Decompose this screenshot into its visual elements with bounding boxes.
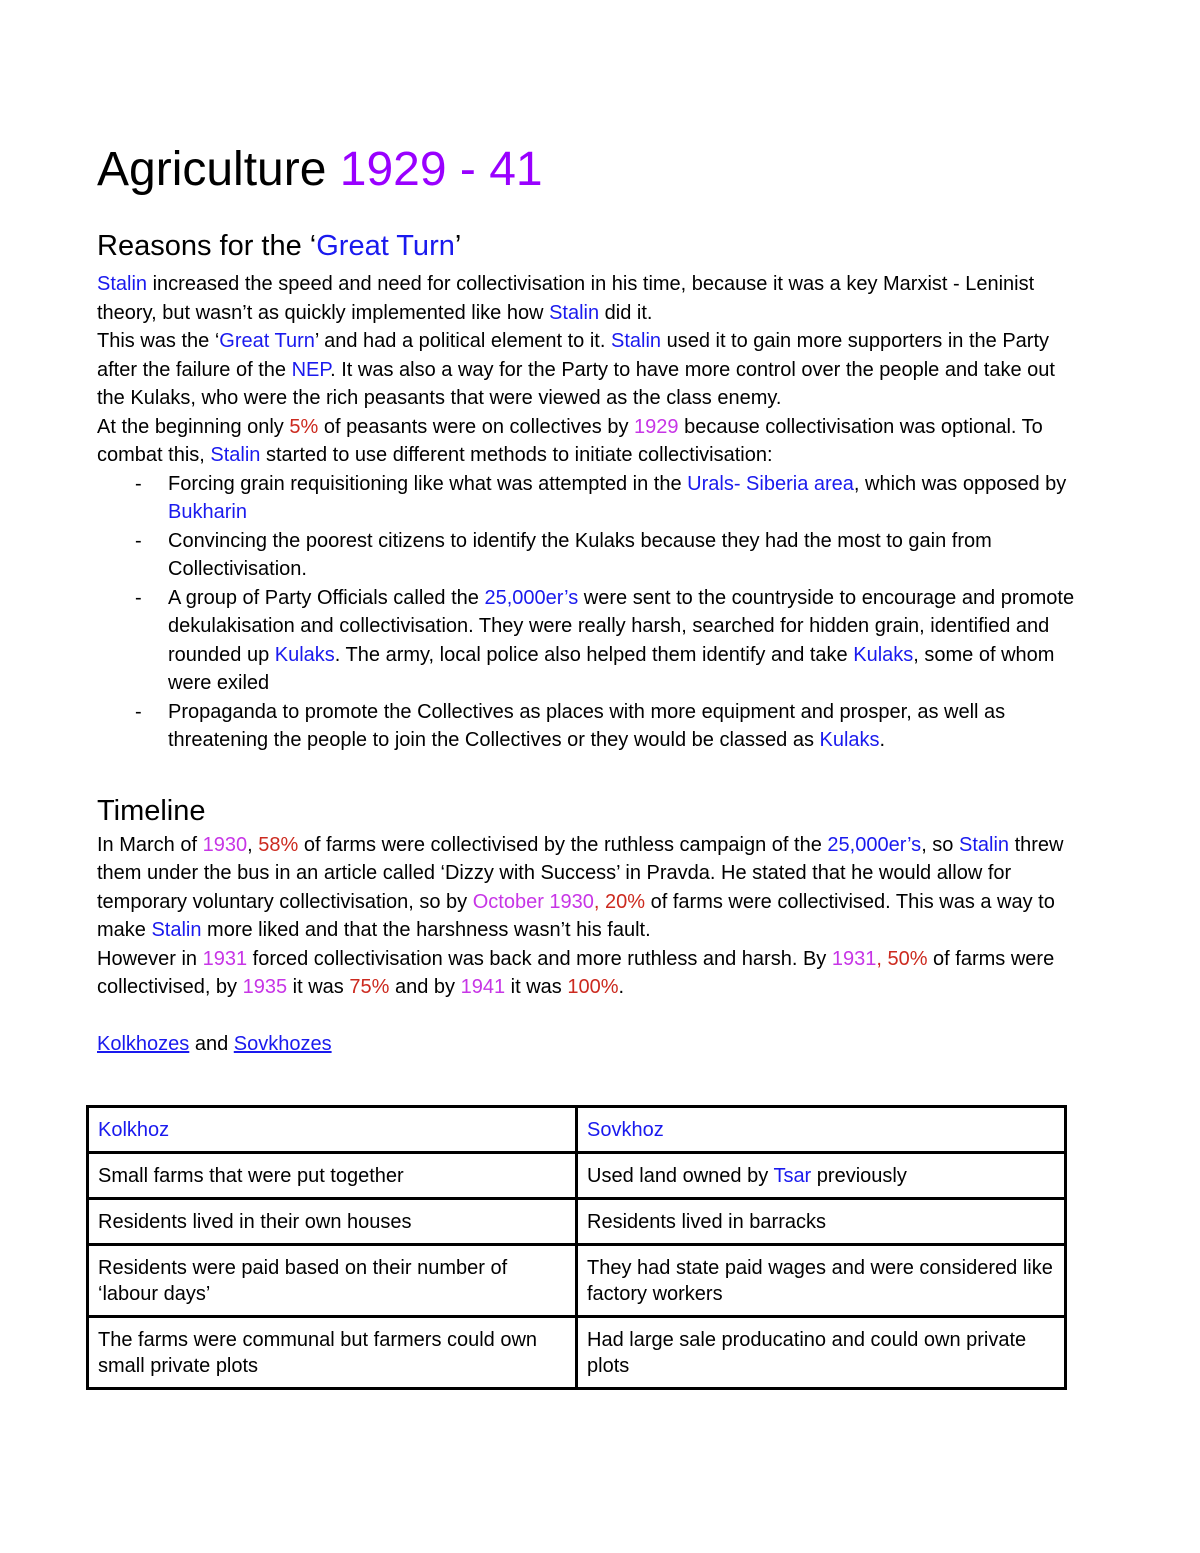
text-run: started to use different methods to initiate collectivisation: <box>260 444 773 466</box>
highlighted-term: 50% <box>887 947 928 970</box>
highlighted-term: Stalin <box>610 330 662 352</box>
highlighted-term: 1941 <box>460 976 506 998</box>
title-years: 1929 - 41 <box>339 143 543 196</box>
table-row <box>88 1245 1066 1317</box>
text-run: more liked and that the harshness wasn’t his fault. <box>201 919 651 941</box>
text-run: Residents lived in barracks <box>587 1211 826 1233</box>
table-cell <box>88 1317 577 1389</box>
links-line <box>97 1030 1077 1059</box>
text-run: because collectivisation was optional. To combat this, <box>97 415 1043 466</box>
text-run: A group of Party Officials called the <box>168 586 485 609</box>
table-row <box>88 1199 1066 1245</box>
text-run: and by <box>389 976 461 998</box>
text-run: threw them under the bus in an article called ‘Dizzy with Success’ in Pravda. He stated that he would allow for temporary voluntary collectivisation, so by <box>97 833 1064 913</box>
text-run: Residents were paid based on their number of ‘labour days’ <box>98 1257 508 1305</box>
dash-bullet-icon: - <box>135 586 142 609</box>
paragraph <box>97 945 1077 1002</box>
table-cell <box>577 1199 1066 1245</box>
text-run: This was the ‘ <box>97 330 220 352</box>
dash-bullet-icon: - <box>135 700 142 723</box>
highlighted-term: 1930 <box>202 833 248 856</box>
sovkhozes-link[interactable]: Sovkhozes <box>233 1032 332 1055</box>
text-run: . <box>618 976 625 998</box>
highlighted-term: 75% <box>349 976 390 998</box>
highlighted-term: Tsar <box>773 1165 812 1187</box>
highlighted-term: 5% <box>289 415 319 438</box>
list-item <box>97 470 1077 527</box>
highlighted-term: Great Turn <box>219 330 315 352</box>
highlighted-term: 58% <box>258 833 299 856</box>
text-run: They had state paid wages and were considered like factory workers <box>587 1257 1053 1305</box>
highlighted-term: 25,000er’s <box>827 833 922 856</box>
highlighted-term: , <box>593 890 606 913</box>
text-run: The farms were communal but farmers could own small private plots <box>98 1329 538 1377</box>
highlighted-term: Stalin <box>97 273 148 295</box>
highlighted-term: Kulaks <box>819 729 880 751</box>
text-run: increased the speed and need for collectivisation in his time, because it was a key Marxist - Leninist theory, but wasn’t as quickly implemented like how <box>97 273 1035 324</box>
list-item <box>97 584 1077 698</box>
text-run: Small farms that were put together <box>98 1165 404 1187</box>
text-run: of farms were collectivised. This was a way to make <box>97 890 1055 941</box>
paragraph <box>97 270 1077 327</box>
highlighted-term: Stalin <box>210 444 261 466</box>
table-header-row <box>88 1107 1066 1153</box>
highlighted-term: Urals- Siberia area <box>687 472 854 495</box>
table-cell <box>88 1199 577 1245</box>
table-cell <box>88 1245 577 1317</box>
highlighted-term: Stalin <box>549 301 600 324</box>
text-run: used it to gain more supporters in the Party after the failure of the <box>97 330 1049 381</box>
paragraph <box>97 831 1077 945</box>
page-title <box>97 140 1077 200</box>
methods-list <box>97 470 1077 755</box>
highlighted-term: 100% <box>567 976 619 998</box>
text-run: In March of <box>97 833 203 856</box>
text-run: Had large sale producatino and could own private plots <box>587 1329 1027 1377</box>
text-run: . It was also a way for the Party to have more control over the people and take out the Kulaks, who were the rich peasants that were viewed as the class enemy. <box>97 358 1055 409</box>
comparison-table <box>86 1105 1067 1390</box>
list-item <box>97 698 1077 755</box>
highlighted-term: 1931 <box>831 947 877 970</box>
text-run: , <box>247 833 259 856</box>
text-run: of peasants were on collectives by <box>318 415 635 438</box>
highlighted-term: October 1930 <box>472 890 594 913</box>
dash-bullet-icon: - <box>135 529 142 552</box>
text-run: Used land owned by <box>587 1165 774 1187</box>
table-header-sovkhoz: Sovkhoz <box>577 1107 1066 1153</box>
text-run: , some of whom were exiled <box>168 643 1055 694</box>
highlighted-term: , <box>876 947 888 970</box>
text-run: . The army, local police also helped them identify and take <box>334 643 854 666</box>
text-run: it was <box>505 976 568 998</box>
table-header-kolkhoz: Kolkhoz <box>88 1107 577 1153</box>
highlighted-term: 1935 <box>242 976 288 998</box>
dash-bullet-icon: - <box>135 472 142 495</box>
text-run: of farms were collectivised, by <box>97 947 1055 998</box>
highlighted-term: Stalin <box>958 833 1010 856</box>
text-run: of farms were collectivised by the ruthless campaign of the <box>298 833 828 856</box>
section-body-great-turn <box>97 270 1077 755</box>
highlighted-term: 1929 <box>634 415 679 438</box>
highlighted-term: Stalin <box>151 919 202 941</box>
section-heading-great-turn: Reasons for the ‘Great Turn’ <box>97 230 462 262</box>
links-connector: and <box>189 1032 234 1055</box>
highlighted-term: Kulaks <box>853 643 914 666</box>
text-run: , so <box>921 833 959 856</box>
table-row <box>88 1153 1066 1199</box>
table-cell <box>577 1153 1066 1199</box>
text-run: Convincing the poorest citizens to identify the Kulaks because they had the most to gain from Collectivisation. <box>168 529 992 580</box>
section-heading-timeline: Timeline <box>97 794 206 827</box>
text-run: Forcing grain requisitioning like what was attempted in the <box>168 472 688 495</box>
text-run: . <box>879 729 886 751</box>
list-item <box>97 527 1077 584</box>
highlighted-term: Bukharin <box>168 501 247 523</box>
text-run: were sent to the countryside to encourage and promote dekulakisation and collectivisation. They were really harsh, searched for hidden grain, identified and rounded up <box>168 586 1075 666</box>
paragraph <box>97 413 1077 470</box>
title-main: Agriculture <box>97 143 327 196</box>
highlighted-term: Kulaks <box>274 643 335 666</box>
table-cell <box>88 1153 577 1199</box>
text-run: did it. <box>599 301 653 324</box>
text-run: Residents lived in their own houses <box>98 1211 412 1233</box>
table-cell <box>577 1245 1066 1317</box>
kolkhozes-link[interactable]: Kolkhozes <box>97 1032 190 1055</box>
text-run: it was <box>287 976 350 998</box>
section-body-timeline <box>97 831 1077 1059</box>
highlighted-term: 1931 <box>202 947 248 970</box>
text-run: Propaganda to promote the Collectives as places with more equipment and prosper, as well as threatening the people to join the Collectives or they would be classed as <box>168 700 1006 751</box>
document-page <box>97 140 1077 1058</box>
table-row <box>88 1317 1066 1389</box>
highlighted-term: NEP <box>291 358 331 381</box>
paragraph <box>97 327 1077 413</box>
highlighted-term: 25,000er’s <box>484 586 579 609</box>
text-run: previously <box>811 1165 907 1187</box>
highlighted-term: 20% <box>605 890 646 913</box>
text-run: ’ and had a political element to it. <box>314 330 611 352</box>
table-cell <box>577 1317 1066 1389</box>
text-run: forced collectivisation was back and more ruthless and harsh. By <box>247 947 832 970</box>
text-run: At the beginning only <box>97 415 290 438</box>
text-run: However in <box>97 947 203 970</box>
text-run: , which was opposed by <box>853 472 1067 495</box>
